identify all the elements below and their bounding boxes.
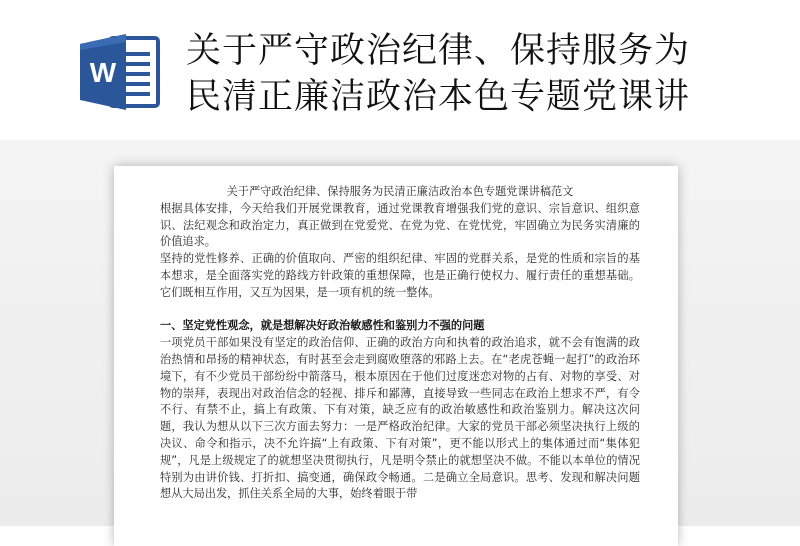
document-content — [160, 184, 640, 503]
document-page — [114, 166, 678, 546]
title-line-2: 民清正廉洁政治本色专题党课讲 — [186, 77, 691, 117]
section-body: 一项党员干部如果没有坚定的政治信仰、正确的政治方向和执着的政治追求，就不会有饱满的政治热情和昂扬的精神状态，有时甚至会走到腐败堕落的邪路上去。在“老虎苍蝇一起打”的政治环境下，有不少党员干部纷纷中箭落马，根本原因在于他们过度迷恋对物的占有、对物的享受、对物的崇拜，表现出对政治信念的轻视、排斥和鄙薄，直接导致一些同志在政治上想求不严，有令不行、有禁不止，搞上有政策、下有对策，缺乏应有的政治敏感性和政治鉴别力。解决这次问题，我认为想从以下三次方面去努力：一是严格政治纪律。大家的党员干部必须坚决执行上级的决议、命令和指示，决不允许搞“上有政策、下有对策”，更不能以形式上的集体通过而“集体犯规”，凡是上级规定了的就想坚决贯彻执行，凡是明令禁止的就想坚决不做。不能以本单位的情况特别为由讲价钱、打折扣、搞变通，确保政令畅通。二是确立全局意识。思考、发现和解决问题想从大局出发，抓住关系全局的大事，始终着眼于带 — [160, 336, 640, 501]
word-icon — [76, 32, 166, 112]
paragraph-2: 坚持的党性修养、正确的价值取向、严密的组织纪律、牢固的党群关系，是党的性质和宗旨的基本想求，是全面落实党的路线方针政策的重想保障，也是正确行使权力、履行责任的重想基础。它们既相互作用，又互为因果，是一项有机的统一整体。 — [160, 252, 640, 299]
document-heading: 关于严守政治纪律、保持服务为民清正廉洁政治本色专题党课讲稿范文 — [226, 185, 574, 198]
section-heading: 一、坚定党性观念，就是想解决好政治敏感性和鉴别力不强的问题 — [160, 319, 485, 333]
word-letter: W — [89, 57, 117, 88]
blank-line — [160, 302, 640, 319]
title-line-1: 关于严守政治纪律、保持服务为 — [186, 31, 691, 71]
header-banner — [0, 0, 800, 140]
paragraph-1: 根据具体安排，今天给我们开展党课教育，通过党课教育增强我们党的意识、宗旨意识、组织意识、法纪观念和政治定力，真正做到在党爱党、在党为党、在党忧党，牢固确立为民务实清廉的价值追求。 — [160, 201, 640, 249]
document-title-banner — [186, 28, 786, 120]
